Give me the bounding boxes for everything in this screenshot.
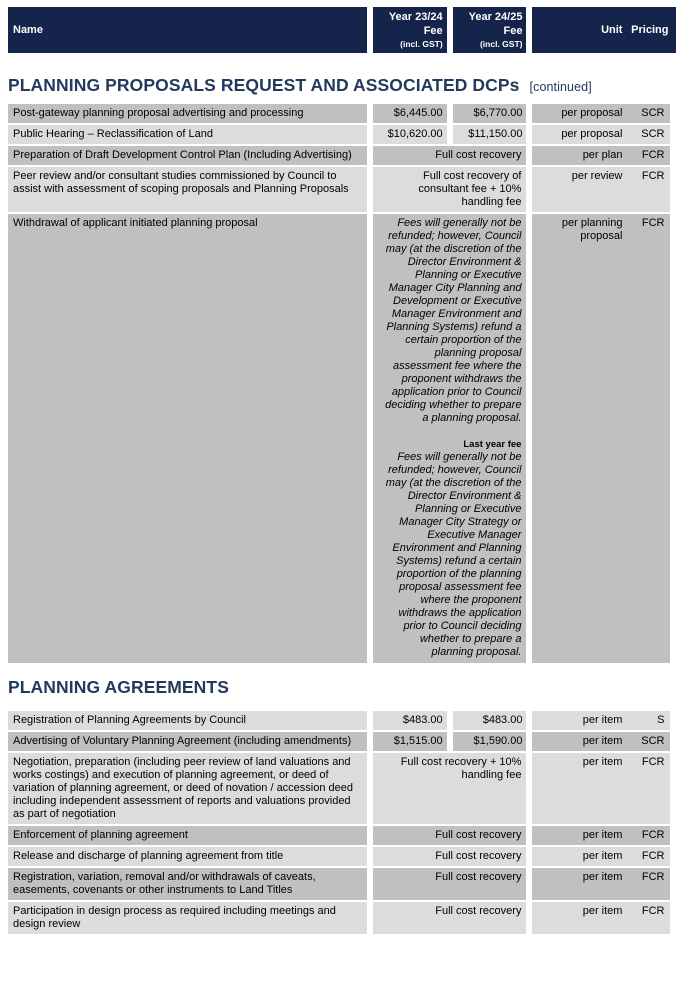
section-continued-label: [continued] [529,80,592,94]
table-row [8,711,676,730]
fee-schedule-page [8,7,676,936]
row-name: Peer review and/or consultant studies commissioned by Council to assist with assessment of scoping proposals and Planning Proposals [8,167,367,212]
row-unit: per item [532,868,626,900]
table-row [8,104,676,123]
header-fee1-label: Fee [423,25,443,37]
table-row [8,902,676,934]
row-fee-2425: $6,770.00 [453,104,527,123]
row-unit: per item [532,847,626,866]
row-name: Preparation of Draft Development Control Plan (Including Advertising) [8,146,367,165]
row-unit: per proposal [532,104,626,123]
section-title-planning-agreements [8,677,676,703]
table-row [8,167,676,212]
row-fee-2324: $1,515.00 [373,732,447,751]
row-unit: per plan [532,146,626,165]
table-row [8,214,676,663]
row-fee-2324: $10,620.00 [373,125,447,144]
row-pricing: S [626,711,670,730]
table-header [8,7,676,53]
row-fee-2425: $483.00 [453,711,527,730]
fee-note-current: Fees will generally not be refunded; however, Council may (at the discretion of the Director Environment & Planning or Executive Manager City Planning and Development or Executive Manager Environment and Planning Systems) refund a certain proportion of the planning proposal assessment fee where the proponent withdraws the application prior to Council deciding whether to prepare a planning proposal. [385,217,522,424]
row-unit: per proposal [532,125,626,144]
row-fee: Full cost recovery [373,868,527,900]
header-pricing-label: Pricing [631,24,669,36]
row-unit: per item [532,753,626,824]
row-pricing: FCR [626,167,670,212]
row-unit: per planning proposal [532,214,626,663]
section-title-text: PLANNING AGREEMENTS [8,677,229,697]
row-pricing: FCR [626,847,670,866]
header-fee1-year: Year 23/24 [388,11,443,23]
row-unit: per review [532,167,626,212]
row-unit: per item [532,902,626,934]
row-unit: per item [532,711,626,730]
header-pricing [626,7,670,53]
last-year-fee-label: Last year fee [463,439,522,450]
header-fee2-gst: (incl. GST) [479,39,523,49]
header-name-label: Name [13,24,43,36]
row-pricing: SCR [626,104,670,123]
row-fee: Full cost recovery + 10% handling fee [373,753,527,824]
table-row [8,753,676,824]
row-fee: Full cost recovery [373,902,527,934]
row-name: Public Hearing – Reclassification of Land [8,125,367,144]
header-fee2-year: Year 24/25 [468,11,523,23]
header-unit-label: Unit [601,24,623,36]
row-fee-2324: $6,445.00 [373,104,447,123]
row-name: Post-gateway planning proposal advertising and processing [8,104,367,123]
row-pricing: FCR [626,902,670,934]
table-row [8,732,676,751]
header-fee2-label: Fee [503,25,523,37]
table-row [8,146,676,165]
row-name: Registration, variation, removal and/or withdrawals of caveats, easements, covenants or other instruments to Land Titles [8,868,367,900]
row-pricing: FCR [626,214,670,663]
header-fee-2324 [373,7,447,53]
row-fee: Full cost recovery [373,146,527,165]
header-unit [532,7,626,53]
row-name: Withdrawal of applicant initiated planning proposal [8,214,367,663]
row-fee-2425: $11,150.00 [453,125,527,144]
row-name: Participation in design process as required including meetings and design review [8,902,367,934]
row-pricing: FCR [626,146,670,165]
section-title-text: PLANNING PROPOSALS REQUEST AND ASSOCIATED DCPs [8,75,520,95]
row-fee [373,214,527,663]
row-name: Negotiation, preparation (including peer review of land valuations and works costings) and execution of planning agreement, or deed of variation of planning agreement, or deed of novation / accession deed including independent assessment of reports and valuations provided as part of negotiation [8,753,367,824]
row-fee-2425: $1,590.00 [453,732,527,751]
row-fee: Full cost recovery of consultant fee + 10% handling fee [373,167,527,212]
table-row [8,826,676,845]
row-name: Registration of Planning Agreements by Council [8,711,367,730]
table-row [8,868,676,900]
row-unit: per item [532,732,626,751]
row-name: Release and discharge of planning agreement from title [8,847,367,866]
row-pricing: SCR [626,732,670,751]
row-fee-2324: $483.00 [373,711,447,730]
header-name [8,7,367,53]
row-pricing: FCR [626,826,670,845]
section-title-planning-proposals [8,75,676,101]
table-row [8,125,676,144]
row-fee: Full cost recovery [373,847,527,866]
row-unit: per item [532,826,626,845]
row-name: Advertising of Voluntary Planning Agreement (including amendments) [8,732,367,751]
header-fee1-gst: (incl. GST) [400,39,443,49]
table-row [8,847,676,866]
row-pricing: FCR [626,868,670,900]
row-fee: Full cost recovery [373,826,527,845]
row-pricing: SCR [626,125,670,144]
header-fee-2425 [453,7,527,53]
row-name: Enforcement of planning agreement [8,826,367,845]
row-pricing: FCR [626,753,670,824]
fee-note-last-year: Fees will generally not be refunded; however, Council may (at the discretion of the Director Environment & Planning or Executive Manager City Strategy or Executive Manager Environment and Planning Systems) refund a certain proportion of the planning proposal assessment fee where the proponent withdraws the application prior to Council deciding whether to prepare a planning proposal. [385,451,522,658]
